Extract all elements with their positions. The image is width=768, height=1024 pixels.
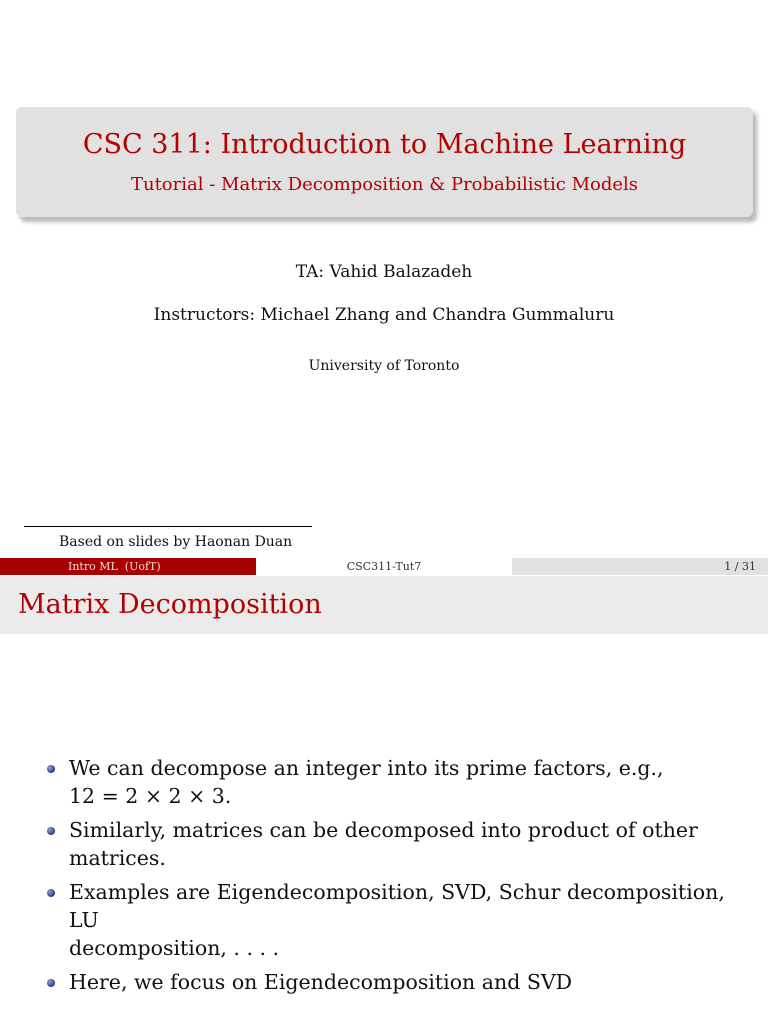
list-item xyxy=(0,754,768,810)
frame-title: Matrix Decomposition xyxy=(18,589,322,620)
list-item xyxy=(0,968,768,996)
footnote-rule xyxy=(24,526,312,527)
footer-course-label: Intro ML (UofT) xyxy=(0,558,256,575)
bullet-text-line2: 12 = 2 × 2 × 3. xyxy=(69,784,232,808)
title-block xyxy=(16,107,753,217)
presentation-title: CSC 311: Introduction to Machine Learning xyxy=(82,129,687,160)
slide-footer xyxy=(0,558,768,575)
bullet-icon xyxy=(47,765,55,773)
bullet-icon xyxy=(47,979,55,987)
presentation-subtitle: Tutorial - Matrix Decomposition & Probabilistic Models xyxy=(130,174,639,195)
frame-header xyxy=(0,576,768,634)
bullet-text-line1: Examples are Eigendecomposition, SVD, Schur decomposition, LU xyxy=(69,880,725,932)
list-item xyxy=(0,878,768,962)
footnote: Based on slides by Haonan Duan xyxy=(59,534,293,550)
ta-name: TA: Vahid Balazadeh xyxy=(295,262,473,282)
footer-tutorial-label: CSC311-Tut7 xyxy=(256,558,512,575)
footer-page-number: 1 / 31 xyxy=(512,558,768,575)
list-item xyxy=(0,816,768,872)
institution: University of Toronto xyxy=(308,358,460,374)
bullet-text-line1: Here, we focus on Eigendecomposition and SVD xyxy=(69,970,573,994)
bullet-text-line1: Similarly, matrices can be decomposed into product of other xyxy=(69,818,698,842)
bullet-icon xyxy=(47,889,55,897)
content-slide xyxy=(0,576,768,1024)
bullet-list xyxy=(0,754,768,1002)
bullet-text-line2: matrices. xyxy=(69,846,166,870)
bullet-text-line2: decomposition, . . . . xyxy=(69,936,280,960)
bullet-text-line1: We can decompose an integer into its prime factors, e.g., xyxy=(69,756,664,780)
instructors: Instructors: Michael Zhang and Chandra Gummaluru xyxy=(153,305,615,325)
bullet-icon xyxy=(47,827,55,835)
